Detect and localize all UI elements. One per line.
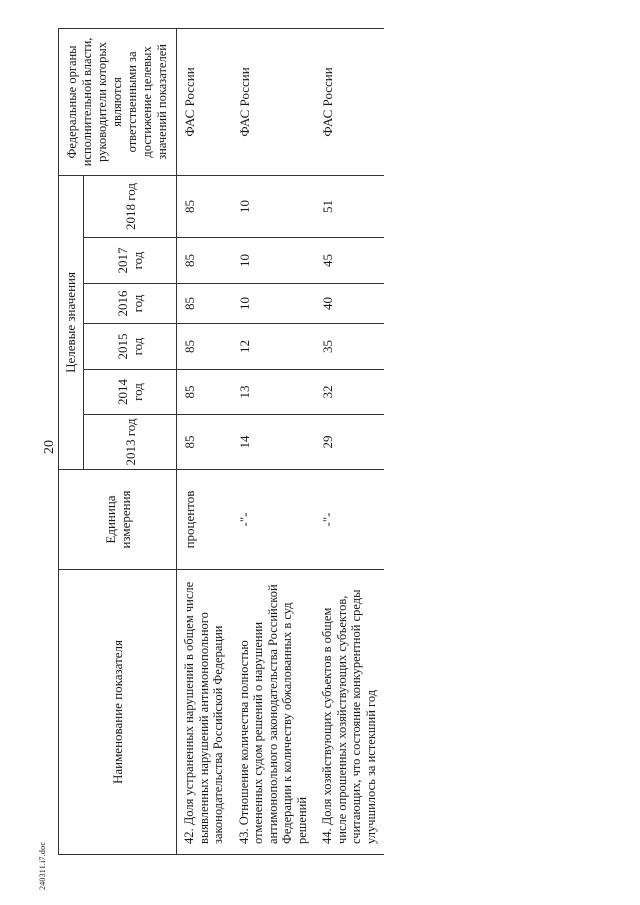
value-2013: 14: [232, 415, 316, 470]
header-target-values: Целевые значения: [59, 175, 84, 469]
responsible-authority: ФАС России: [232, 28, 316, 175]
header-year-2014: 2014 год: [84, 370, 177, 415]
page-number: 20: [42, 440, 57, 454]
value-2017: 45: [315, 238, 384, 284]
table-row: [232, 28, 316, 854]
value-2017: 85: [177, 238, 232, 284]
value-2013: 85: [177, 415, 232, 470]
indicator-unit: -"-: [315, 470, 384, 570]
header-year-2017: 2017 год: [84, 238, 177, 284]
responsible-authority: ФАС России: [315, 28, 384, 175]
value-2018: 51: [315, 175, 384, 237]
indicator-name: 44. Доля хозяйствующих субъектов в общем числе опрошенных хозяйствующих субъектов, считающих, что состояние конкурентной среды улучшилось за истекший год: [315, 570, 384, 855]
indicator-name: 42. Доля устраненных нарушений в общем числе выявленных нарушений антимонопольного законодательства Российской Федерации: [177, 570, 232, 855]
header-year-2016: 2016 год: [84, 284, 177, 324]
value-2015: 12: [232, 324, 316, 370]
value-2016: 10: [232, 284, 316, 324]
indicators-table: [58, 28, 384, 855]
table-row: [177, 28, 232, 854]
header-indicator-name: Наименование показателя: [59, 570, 177, 855]
indicator-name: 43. Отношение количества полностью отмененных судом решений о нарушении антимонопольного законодательства Российской Федерации к количеству обжалованных в суд решений: [232, 570, 316, 855]
value-2014: 85: [177, 370, 232, 415]
value-2014: 13: [232, 370, 316, 415]
header-authority: Федеральные органы исполнительной власти, руководители которых являются ответственными за достижение целевых значений показателей: [59, 28, 177, 175]
value-2016: 85: [177, 284, 232, 324]
value-2018: 85: [177, 175, 232, 237]
responsible-authority: ФАС России: [177, 28, 232, 175]
header-year-2013: 2013 год: [84, 415, 177, 470]
value-2017: 10: [232, 238, 316, 284]
value-2015: 85: [177, 324, 232, 370]
table-row: [315, 28, 384, 854]
header-unit: Единица измерения: [59, 470, 177, 570]
value-2014: 32: [315, 370, 384, 415]
value-2013: 29: [315, 415, 384, 470]
value-2016: 40: [315, 284, 384, 324]
value-2015: 35: [315, 324, 384, 370]
indicator-unit: процентов: [177, 470, 232, 570]
header-year-2018: 2018 год: [84, 175, 177, 237]
indicator-unit: -"-: [232, 470, 316, 570]
document-id: 240311.i7.doc: [38, 841, 47, 890]
header-year-2015: 2015 год: [84, 324, 177, 370]
value-2018: 10: [232, 175, 316, 237]
